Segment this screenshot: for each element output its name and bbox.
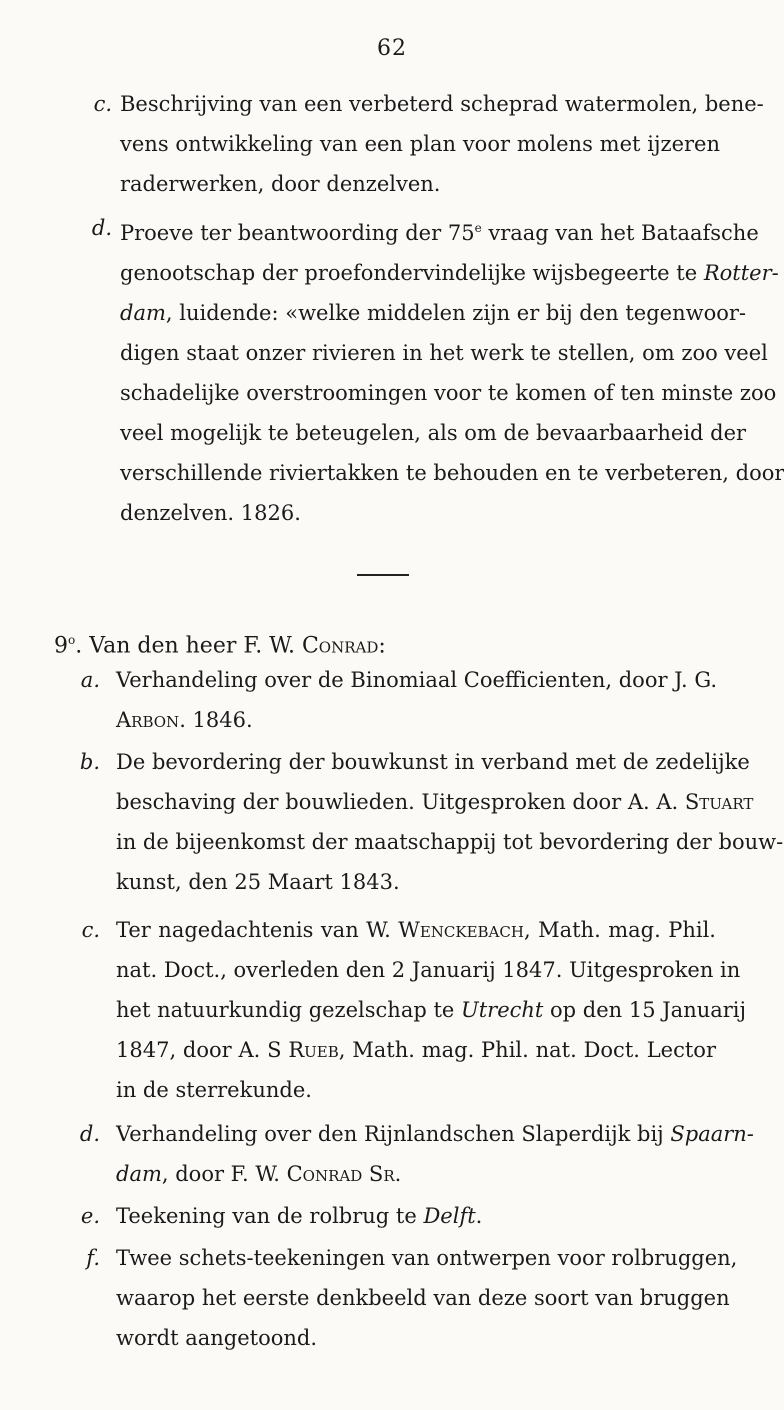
- item-line: Verhandeling over de Binomiaal Coefficienten, door J. G.: [116, 668, 718, 692]
- item-line: veel mogelijk te beteugelen, als om de bevaarbaarheid der: [120, 421, 747, 445]
- item-letter: e.: [80, 1204, 100, 1228]
- section-heading: 9$^o$. Van den heer F. W. Conrad:: [54, 633, 386, 659]
- item-letter: c.: [81, 918, 100, 942]
- item-line: Arbon. 1846.: [116, 708, 253, 732]
- item-line: het natuurkundig gezelschap te Utrecht op den 15 Januarij: [116, 998, 747, 1022]
- item-line: schadelijke overstroomingen voor te komen of ten minste zoo: [120, 381, 777, 405]
- item-line: raderwerken, door denzelven.: [120, 172, 441, 196]
- item-line: Proeve ter beantwoording der 75e vraag van het Bataafsche: [120, 221, 759, 245]
- item-letter: b.: [79, 750, 100, 774]
- item-line: Teekening van de rolbrug te Delft.: [116, 1204, 483, 1228]
- page-number: 62: [377, 36, 407, 61]
- item-line: Verhandeling over den Rijnlandschen Slaperdijk bij Spaarn-: [116, 1122, 754, 1146]
- item-line: dam, door F. W. Conrad Sr.: [116, 1162, 402, 1186]
- item-letter: d.: [79, 1122, 100, 1146]
- item-line: De bevordering der bouwkunst in verband met de zedelijke: [116, 750, 750, 774]
- item-line: dam, luidende: «welke middelen zijn er bij den tegenwoor-: [120, 301, 747, 325]
- item-line: wordt aangetoond.: [116, 1326, 318, 1350]
- item-letter: c.: [93, 92, 112, 116]
- section-divider: [357, 574, 409, 576]
- item-letter: f.: [86, 1246, 100, 1270]
- item-line: vens ontwikkeling van een plan voor molens met ijzeren: [120, 132, 720, 156]
- item-letter: a.: [80, 668, 100, 692]
- item-line: 1847, door A. S Rueb, Math. mag. Phil. nat. Doct. Lector: [116, 1038, 716, 1062]
- item-line: in de sterrekunde.: [116, 1078, 312, 1102]
- item-line: digen staat onzer rivieren in het werk te stellen, om zoo veel: [120, 341, 768, 365]
- item-letter: d.: [91, 216, 112, 240]
- item-line: Ter nagedachtenis van W. Wenckebach, Math. mag. Phil.: [116, 918, 716, 942]
- item-line: nat. Doct., overleden den 2 Januarij 1847. Uitgesproken in: [116, 958, 741, 982]
- item-line: verschillende riviertakken te behouden en te verbeteren, door: [120, 461, 784, 485]
- item-line: genootschap der proefondervindelijke wijsbegeerte te Rotter-: [120, 261, 779, 285]
- item-line: Beschrijving van een verbeterd scheprad watermolen, bene-: [120, 92, 764, 116]
- item-line: waarop het eerste denkbeeld van deze soort van bruggen: [116, 1286, 730, 1310]
- item-line: Twee schets-teekeningen van ontwerpen voor rolbruggen,: [116, 1246, 738, 1270]
- item-line: kunst, den 25 Maart 1843.: [116, 870, 400, 894]
- item-line: denzelven. 1826.: [120, 501, 301, 525]
- item-line: in de bijeenkomst der maatschappij tot bevordering der bouw-: [116, 830, 784, 854]
- item-line: beschaving der bouwlieden. Uitgesproken door A. A. Stuart: [116, 790, 754, 814]
